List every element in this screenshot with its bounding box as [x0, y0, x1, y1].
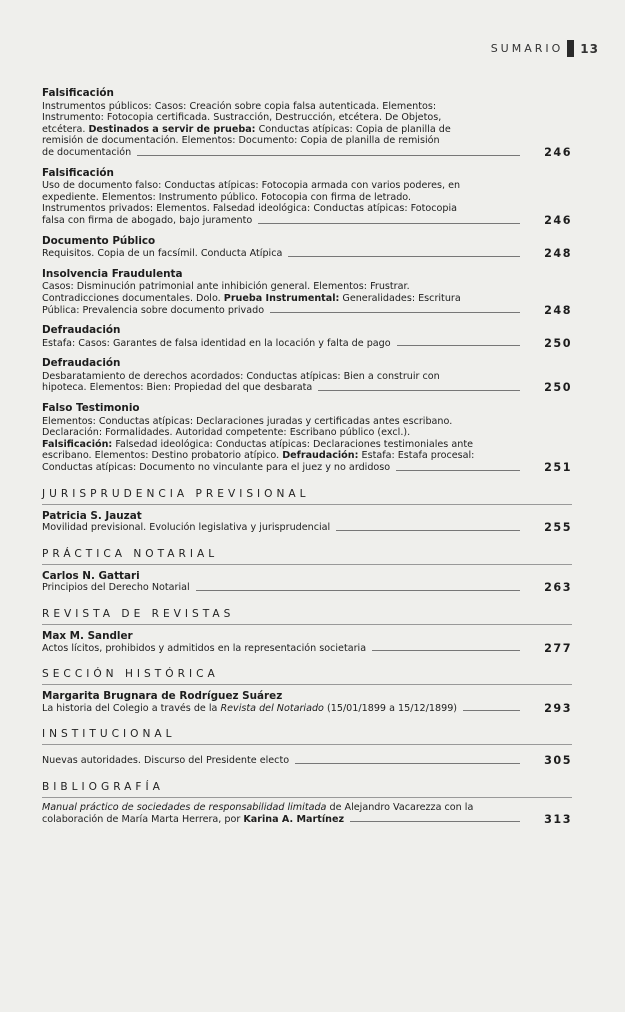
entry-body — [42, 371, 484, 383]
italic-run: Manual práctico de sociedades de responsabilidad limitada — [42, 801, 327, 813]
italic-run: Revista del Notariado — [220, 702, 324, 714]
entry-author: Margarita Brugnara de Rodríguez Suárez — [42, 690, 283, 703]
entry-leader-line — [42, 382, 572, 394]
entry-page-number: 293 — [544, 701, 572, 715]
entry-last-line: falsa con firma de abogado, bajo juramento — [42, 214, 253, 226]
bold-run: Prueba Instrumental: — [223, 292, 340, 304]
entry-page-number: 246 — [544, 145, 572, 159]
toc-entry — [42, 358, 572, 394]
entry-line — [42, 802, 484, 814]
entry-leader-line — [42, 814, 572, 826]
toc-entry — [42, 802, 572, 825]
toc-entry — [42, 236, 572, 260]
entry-line — [42, 450, 484, 462]
leader-rule — [396, 470, 520, 471]
leader-rule — [463, 710, 520, 711]
section-heading: BIBLIOGRAFÍA — [42, 781, 572, 798]
entry-last-line: Requisitos. Copia de un facsímil. Conducta Atípica — [42, 248, 283, 260]
text-run: Contradicciones documentales. Dolo. — [42, 292, 224, 304]
entry-last-line: Conductas atípicas: Documento no vinculante para el juez y no ardidoso — [42, 462, 391, 474]
entry-leader-line — [42, 248, 572, 260]
entry-title: Insolvencia Fraudulenta — [42, 267, 183, 280]
entry-last-line: Nuevas autoridades. Discurso del Presidente electo — [42, 755, 290, 767]
entry-page-number: 246 — [544, 213, 572, 227]
entry-line: Desbaratamiento de derechos acordados: Conductas atípicas: Bien a construir con — [42, 370, 440, 382]
leader-rule — [258, 223, 520, 224]
entry-title: Falsificación — [42, 87, 114, 99]
text-run: colaboración de María Marta Herrera, por — [42, 813, 244, 825]
entry-body — [42, 180, 484, 215]
table-of-contents — [42, 88, 572, 834]
entry-page-number: 248 — [544, 247, 572, 261]
entry-page-number: 250 — [544, 336, 572, 350]
toc-entry — [42, 631, 572, 654]
entry-leader-line — [42, 643, 572, 655]
header-label: SUMARIO — [490, 42, 564, 55]
entry-line: Elementos: Conductas atípicas: Declaraciones juradas y certificadas antes escribano. — [42, 415, 453, 427]
entry-leader-line — [42, 522, 572, 534]
section-heading: REVISTA DE REVISTAS — [42, 608, 572, 625]
entry-title: Falso Testimonio — [42, 402, 140, 415]
entry-leader-line — [42, 147, 572, 159]
entry-leader-line — [42, 462, 572, 474]
toc-entry — [42, 755, 572, 767]
entry-leader-line — [42, 755, 572, 767]
entry-page-number: 255 — [544, 521, 572, 535]
entry-last-line — [42, 703, 457, 715]
text-run: escribano. Elementos: Destino probatorio atípico. — [42, 450, 283, 462]
entry-body — [42, 101, 484, 147]
entry-line: remisión de documentación. Elementos: Documento: Copia de planilla de remisión — [42, 135, 440, 147]
section-heading: JURISPRUDENCIA PREVISIONAL — [42, 488, 572, 505]
leader-rule — [270, 312, 520, 313]
entry-page-number: 263 — [544, 581, 572, 595]
section-heading: SECCIÓN HISTÓRICA — [42, 668, 572, 685]
entry-line: Instrumento: Fotocopia certificada. Sustracción, Destrucción, etcétera. De Objetos, — [42, 112, 442, 124]
entry-page-number: 248 — [544, 303, 572, 317]
entry-title: Documento Público — [42, 234, 156, 247]
toc-entry — [42, 571, 572, 594]
entry-title: Defraudación — [42, 324, 121, 337]
entry-line: Instrumentos públicos: Casos: Creación sobre copia falsa autenticada. Elementos: — [42, 100, 437, 112]
entry-author: Max M. Sandler — [42, 630, 133, 642]
entry-line — [42, 124, 484, 136]
entry-last-line — [42, 814, 344, 826]
entry-leader-line — [42, 582, 572, 594]
entry-last-line: Movilidad previsional. Evolución legislativa y jurisprudencial — [42, 522, 331, 534]
toc-entry — [42, 691, 572, 714]
leader-rule — [137, 155, 520, 156]
text-run: (15/01/1899 a 15/12/1899) — [323, 702, 458, 714]
entry-last-line: Actos lícitos, prohibidos y admitidos en la representación societaria — [42, 642, 367, 654]
entry-line: Uso de documento falso: Conductas atípicas: Fotocopia armada con varios poderes, en — [42, 180, 461, 192]
leader-rule — [318, 390, 520, 391]
entry-line: expediente. Elementos: Instrumento público. Fotocopia con firma de letrado. — [42, 191, 412, 203]
leader-rule — [295, 763, 520, 764]
toc-entry — [42, 325, 572, 349]
entry-leader-line — [42, 305, 572, 317]
leader-rule — [288, 256, 520, 257]
entry-body — [42, 802, 484, 814]
entry-leader-line — [42, 703, 572, 715]
leader-rule — [336, 530, 520, 531]
entry-page-number: 277 — [544, 641, 572, 655]
text-run: Generalidades: Escritura — [339, 292, 461, 304]
text-run: Falsedad ideológica: Conductas atípicas: Declaraciones testimoniales ante — [112, 438, 473, 450]
header-page-number: 13 — [580, 41, 599, 56]
entry-body — [42, 416, 484, 462]
entry-title: Falsificación — [42, 166, 114, 179]
bold-run: Karina A. Martínez — [243, 813, 345, 825]
entry-line: Instrumentos privados: Elementos. Falsedad ideológica: Conductas atípicas: Fotocopia — [42, 203, 458, 215]
entry-leader-line — [42, 338, 572, 350]
bold-run: Defraudación: — [282, 450, 359, 462]
entry-line: Declaración: Formalidades. Autoridad competente: Escribano público (excl.). — [42, 427, 411, 439]
toc-entry — [42, 511, 572, 534]
entry-title: Defraudación — [42, 357, 121, 370]
entry-page-number: 305 — [544, 754, 572, 768]
text-run: Estafa: Estafa procesal: — [358, 450, 475, 462]
text-run: Conductas atípicas: Copia de planilla de — [255, 123, 451, 135]
header-bar-icon — [567, 40, 574, 57]
entry-page-number: 313 — [544, 812, 572, 826]
text-run: de Alejandro Vacarezza con la — [326, 801, 474, 813]
toc-entry — [42, 403, 572, 474]
bold-run: Falsificación: — [42, 438, 113, 450]
entry-author: Patricia S. Jauzat — [42, 509, 142, 522]
entry-leader-line — [42, 215, 572, 227]
entry-line: Casos: Disminución patrimonial ante inhibición general. Elementos: Frustrar. — [42, 281, 410, 293]
running-header — [491, 40, 599, 57]
text-run: etcétera. — [42, 123, 89, 135]
entry-last-line: Estafa: Casos: Garantes de falsa identidad en la locación y falta de pago — [42, 337, 391, 349]
entry-last-line: hipoteca. Elementos: Bien: Propiedad del que desbarata — [42, 382, 313, 394]
entry-last-line: Pública: Prevalencia sobre documento privado — [42, 304, 265, 316]
bold-run: Destinados a servir de prueba: — [88, 123, 256, 135]
toc-entry — [42, 88, 572, 159]
entry-last-line: de documentación — [42, 146, 132, 158]
entry-line — [42, 293, 484, 305]
leader-rule — [350, 821, 520, 822]
text-run: La historia del Colegio a través de la — [42, 702, 221, 714]
entry-body — [42, 281, 484, 304]
entry-author: Carlos N. Gattari — [42, 569, 140, 582]
leader-rule — [372, 650, 520, 651]
entry-page-number: 250 — [544, 381, 572, 395]
toc-entry — [42, 269, 572, 316]
entry-last-line: Principios del Derecho Notarial — [42, 582, 190, 594]
leader-rule — [397, 345, 520, 346]
section-heading: INSTITUCIONAL — [42, 728, 572, 745]
entry-page-number: 251 — [544, 461, 572, 475]
toc-entry — [42, 168, 572, 227]
section-heading: PRÁCTICA NOTARIAL — [42, 548, 572, 565]
leader-rule — [196, 590, 520, 591]
entry-line — [42, 439, 484, 451]
